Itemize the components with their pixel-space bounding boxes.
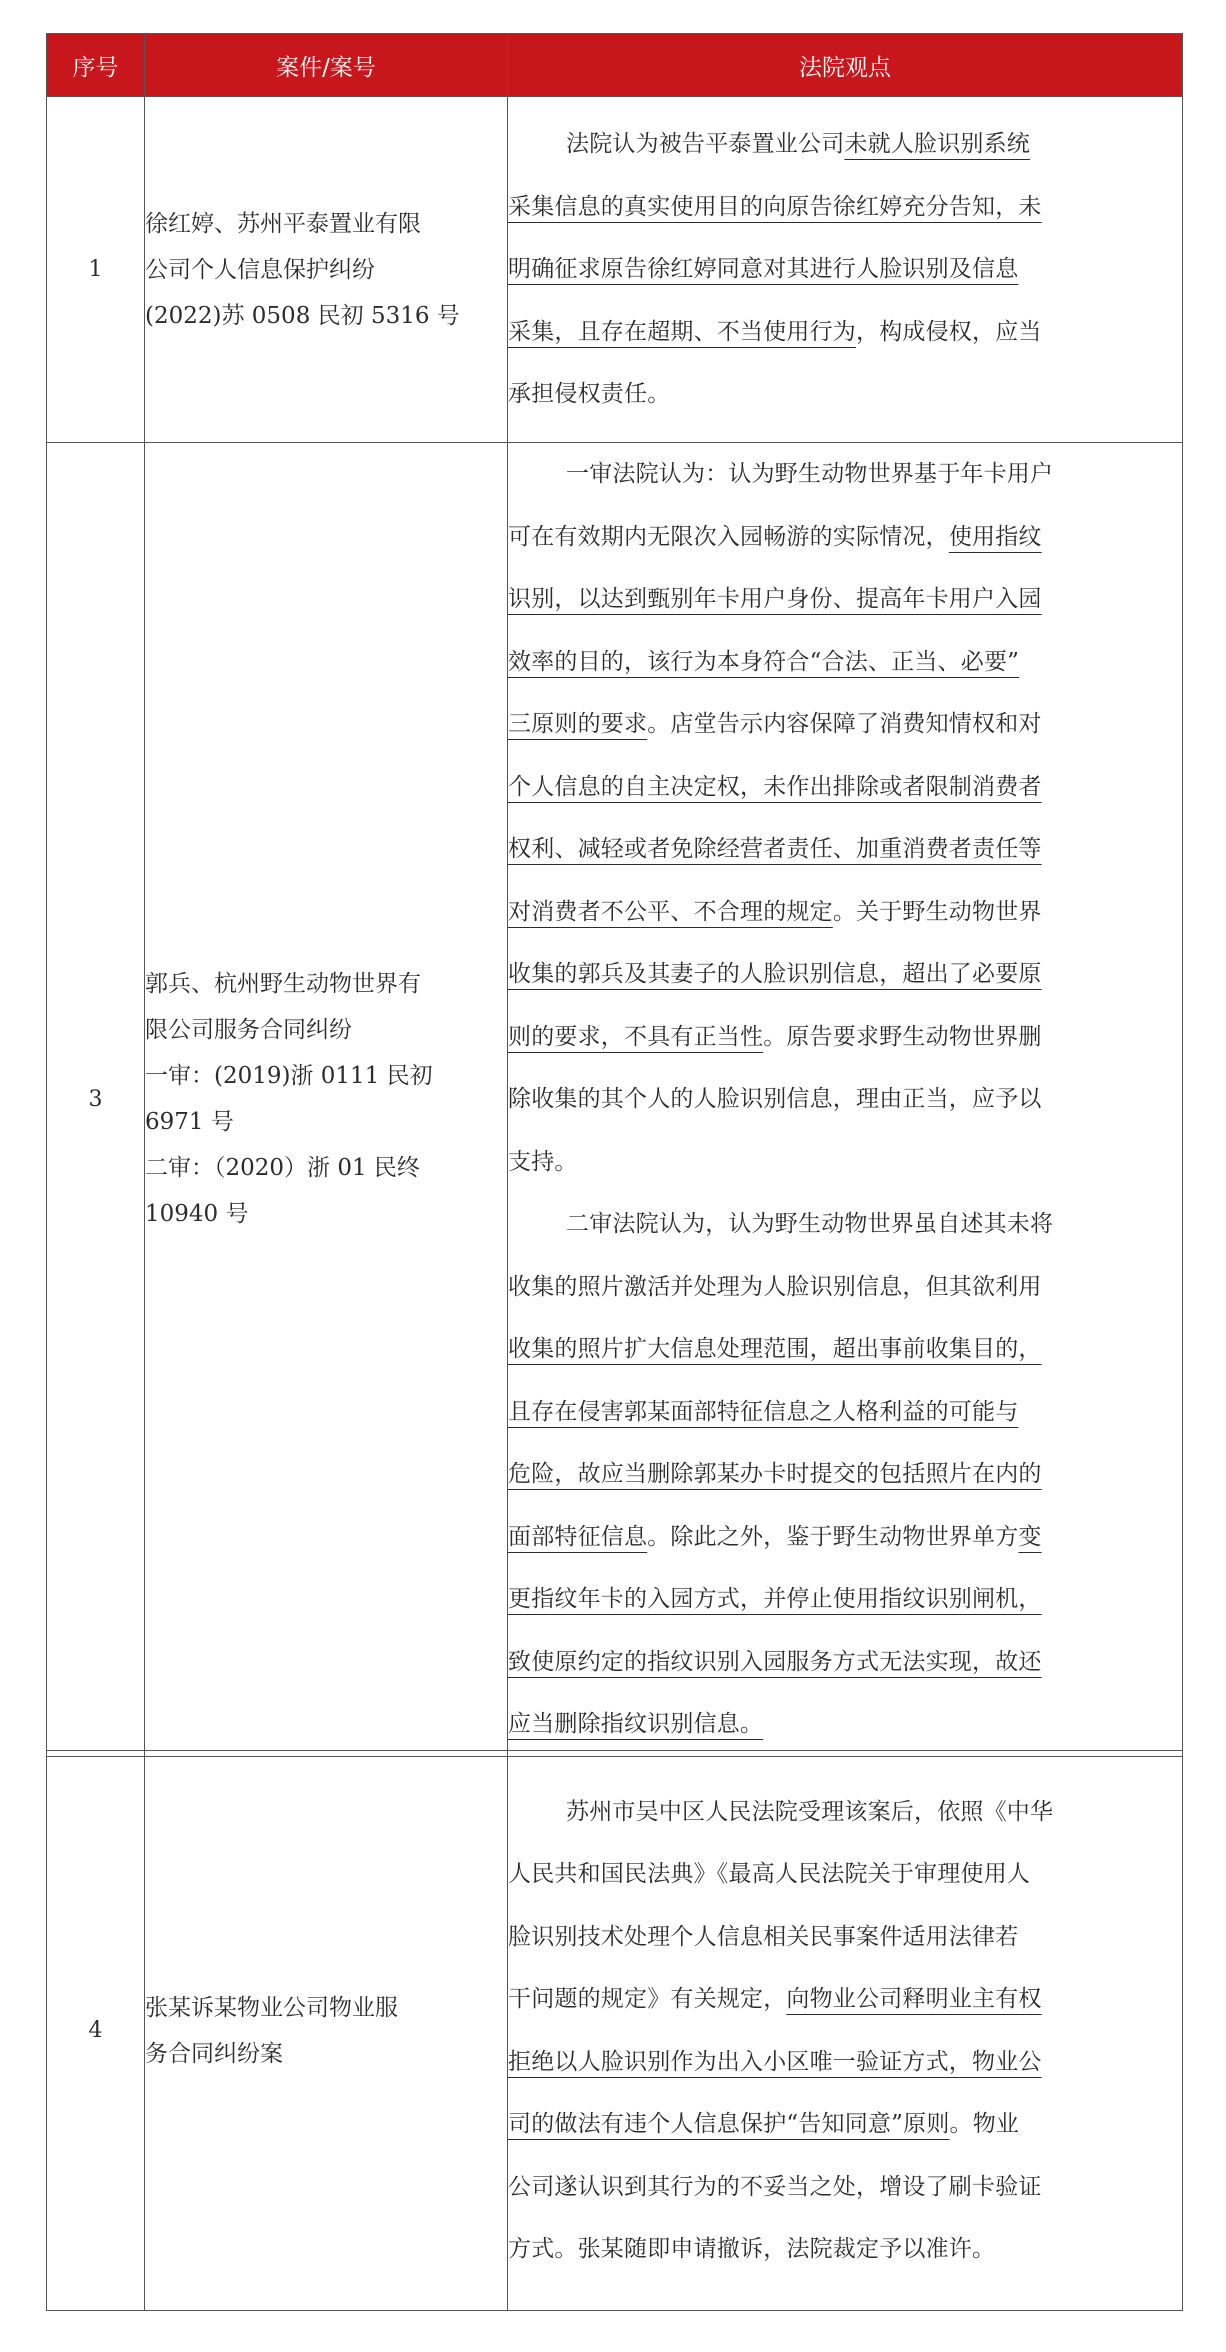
case-name-cell bbox=[145, 1751, 508, 2311]
opinion-text: 收集的照片激活并处理为人脸识别信息，但其欲利用 bbox=[508, 1273, 1042, 1300]
header-case: 案件/案号 bbox=[145, 34, 508, 97]
table-row bbox=[47, 97, 1183, 443]
opinion-line bbox=[508, 756, 1182, 819]
underlined-text: 三原则的要求 bbox=[508, 711, 648, 737]
underlined-text: 使用指纹 bbox=[948, 523, 1042, 550]
opinion-line bbox=[508, 1968, 1182, 2031]
opinion-line bbox=[508, 363, 1182, 426]
opinion-line bbox=[508, 943, 1182, 1006]
opinion-line bbox=[508, 818, 1182, 881]
table-header-row bbox=[47, 34, 1183, 97]
underlined-text: 未就人脸识别系统 bbox=[844, 131, 1031, 158]
underlined-text: 识别，以达到甄别年卡用户身份、提高年卡用户入园 bbox=[508, 586, 1042, 612]
opinion-line bbox=[508, 443, 1182, 506]
underlined-text: 司的做法有违个人信息保护“告知同意”原则 bbox=[508, 2111, 950, 2137]
opinion-text: 支持。 bbox=[508, 1148, 578, 1175]
underlined-text: 采集，且存在超期、不当使用行为 bbox=[508, 318, 856, 345]
underlined-text: 收集的照片扩大信息处理范围，超出事前收集目的， bbox=[508, 1336, 1042, 1362]
opinion-text: 。关于野生动物世界 bbox=[832, 898, 1042, 925]
opinion-text: 。除此之外，鉴于野生动物世界单方 bbox=[647, 1523, 1019, 1550]
case-name-line: 务合同纠纷案 bbox=[145, 2040, 283, 2067]
opinion-line bbox=[508, 1693, 1182, 1756]
table-row bbox=[47, 1751, 1183, 2311]
opinion-line bbox=[508, 1506, 1182, 1569]
case-name-line: 10940 号 bbox=[145, 1201, 249, 1228]
opinion-line bbox=[508, 631, 1182, 694]
header-no: 序号 bbox=[47, 34, 145, 97]
opinion-line bbox=[508, 693, 1182, 756]
case-name-line: 郭兵、杭州野生动物世界有 bbox=[145, 971, 421, 998]
header-opinion: 法院观点 bbox=[508, 34, 1183, 97]
case-name-line: 徐红婷、苏州平泰置业有限 bbox=[145, 210, 421, 237]
opinion-text: 方式。张某随即申请撤诉，法院裁定予以准许。 bbox=[508, 2236, 996, 2262]
case-name-line: 二审：（2020）浙 01 民终 bbox=[145, 1155, 420, 1182]
underlined-text: 致使原约定的指纹识别入园服务方式无法实现，故还 bbox=[508, 1648, 1042, 1675]
court-opinion-cell bbox=[508, 1751, 1183, 2311]
opinion-text: 苏州市吴中区人民法院受理该案后，依照《中华 bbox=[566, 1798, 1054, 1825]
case-name-line: 6971 号 bbox=[145, 1109, 234, 1136]
opinion-line bbox=[508, 1568, 1182, 1631]
opinion-line bbox=[508, 1631, 1182, 1694]
court-opinion-cell bbox=[508, 97, 1183, 443]
opinion-text: 承担侵权责任。 bbox=[508, 381, 671, 408]
opinion-line bbox=[508, 2093, 1182, 2156]
case-table-continued bbox=[46, 1750, 1183, 2311]
underlined-text: 采集信息的真实使用目的向原告徐红婷充分告知，未 bbox=[508, 193, 1042, 220]
table-row bbox=[47, 443, 1183, 1757]
opinion-text: 。原告要求野生动物世界删 bbox=[763, 1023, 1042, 1050]
opinion-line bbox=[508, 568, 1182, 631]
case-name-line: 公司个人信息保护纠纷 bbox=[145, 256, 375, 283]
underlined-text: 变 bbox=[1018, 1523, 1042, 1550]
opinion-text: ，构成侵权，应当 bbox=[856, 318, 1042, 345]
opinion-line bbox=[508, 1781, 1182, 1844]
opinion-text: 可在有效期内无限次入园畅游的实际情况， bbox=[508, 523, 949, 550]
opinion-text: 干问题的规定》有关规定， bbox=[508, 1986, 787, 2012]
opinion-line bbox=[508, 2031, 1182, 2094]
row-number: 3 bbox=[47, 443, 145, 1757]
opinion-text: 法院认为被告平泰置业公司 bbox=[566, 131, 845, 158]
opinion-text: 脸识别技术处理个人信息相关民事案件适用法律若 bbox=[508, 1923, 1019, 1950]
opinion-line bbox=[508, 1381, 1182, 1444]
case-table bbox=[46, 33, 1183, 1757]
case-name-line: 张某诉某物业公司物业服 bbox=[145, 1994, 398, 2021]
opinion-line bbox=[508, 113, 1182, 176]
case-name-line: (2022)苏 0508 民初 5316 号 bbox=[145, 302, 460, 329]
underlined-text: 对消费者不公平、不合理的规定 bbox=[508, 898, 833, 925]
opinion-line bbox=[508, 2156, 1182, 2219]
opinion-line bbox=[508, 1068, 1182, 1131]
opinion-text: 人民共和国民法典》《最高人民法院关于审理使用人 bbox=[508, 1861, 1031, 1887]
underlined-text: 收集的郭兵及其妻子的人脸识别信息，超出了必要原 bbox=[508, 961, 1042, 987]
underlined-text: 更指纹年卡的入园方式，并停止使用指纹识别闸机， bbox=[508, 1586, 1042, 1612]
opinion-line bbox=[508, 238, 1182, 301]
case-name-cell bbox=[145, 97, 508, 443]
underlined-text: 拒绝以人脸识别作为出入小区唯一验证方式，物业公 bbox=[508, 2048, 1042, 2075]
opinion-line bbox=[508, 1318, 1182, 1381]
opinion-line bbox=[508, 506, 1182, 569]
opinion-line bbox=[508, 1256, 1182, 1319]
case-name-cell bbox=[145, 443, 508, 1757]
underlined-text: 则的要求，不具有正当性 bbox=[508, 1023, 764, 1050]
underlined-text: 明确征求原告徐红婷同意对其进行人脸识别及信息 bbox=[508, 256, 1019, 283]
case-name-line: 一审：(2019)浙 0111 民初 bbox=[145, 1063, 433, 1090]
opinion-line bbox=[508, 1006, 1182, 1069]
underlined-text: 权利、减轻或者免除经营者责任、加重消费者责任等 bbox=[508, 836, 1042, 862]
underlined-text: 向物业公司释明业主有权 bbox=[786, 1986, 1042, 2012]
opinion-line bbox=[508, 881, 1182, 944]
opinion-text: 一审法院认为：认为野生动物世界基于年卡用户 bbox=[566, 461, 1054, 487]
opinion-line bbox=[508, 1843, 1182, 1906]
opinion-text: 。店堂告示内容保障了消费知情权和对 bbox=[647, 711, 1042, 737]
opinion-text: 除收集的其个人的人脸识别信息，理由正当，应予以 bbox=[508, 1086, 1042, 1112]
underlined-text: 应当删除指纹识别信息。 bbox=[508, 1711, 764, 1737]
opinion-text: 二审法院认为，认为野生动物世界虽自述其未将 bbox=[566, 1211, 1054, 1237]
opinion-text: 。物业 bbox=[949, 2111, 1020, 2137]
underlined-text: 危险，故应当删除郭某办卡时提交的包括照片在内的 bbox=[508, 1461, 1042, 1487]
underlined-text: 且存在侵害郭某面部特征信息之人格利益的可能与 bbox=[508, 1398, 1019, 1425]
opinion-line bbox=[508, 1906, 1182, 1969]
court-opinion-cell bbox=[508, 443, 1183, 1757]
opinion-line bbox=[508, 1131, 1182, 1194]
underlined-text: 面部特征信息 bbox=[508, 1523, 648, 1550]
opinion-line bbox=[508, 1193, 1182, 1256]
opinion-text: 公司遂认识到其行为的不妥当之处，增设了刷卡验证 bbox=[508, 2173, 1042, 2200]
underlined-text: 个人信息的自主决定权，未作出排除或者限制消费者 bbox=[508, 773, 1042, 800]
opinion-line bbox=[508, 301, 1182, 364]
case-name-line: 限公司服务合同纠纷 bbox=[145, 1017, 352, 1044]
row-number: 4 bbox=[47, 1751, 145, 2311]
underlined-text: 效率的目的，该行为本身符合“合法、正当、必要” bbox=[508, 648, 1020, 675]
opinion-line bbox=[508, 2218, 1182, 2281]
row-number: 1 bbox=[47, 97, 145, 443]
opinion-line bbox=[508, 1443, 1182, 1506]
opinion-line bbox=[508, 176, 1182, 239]
